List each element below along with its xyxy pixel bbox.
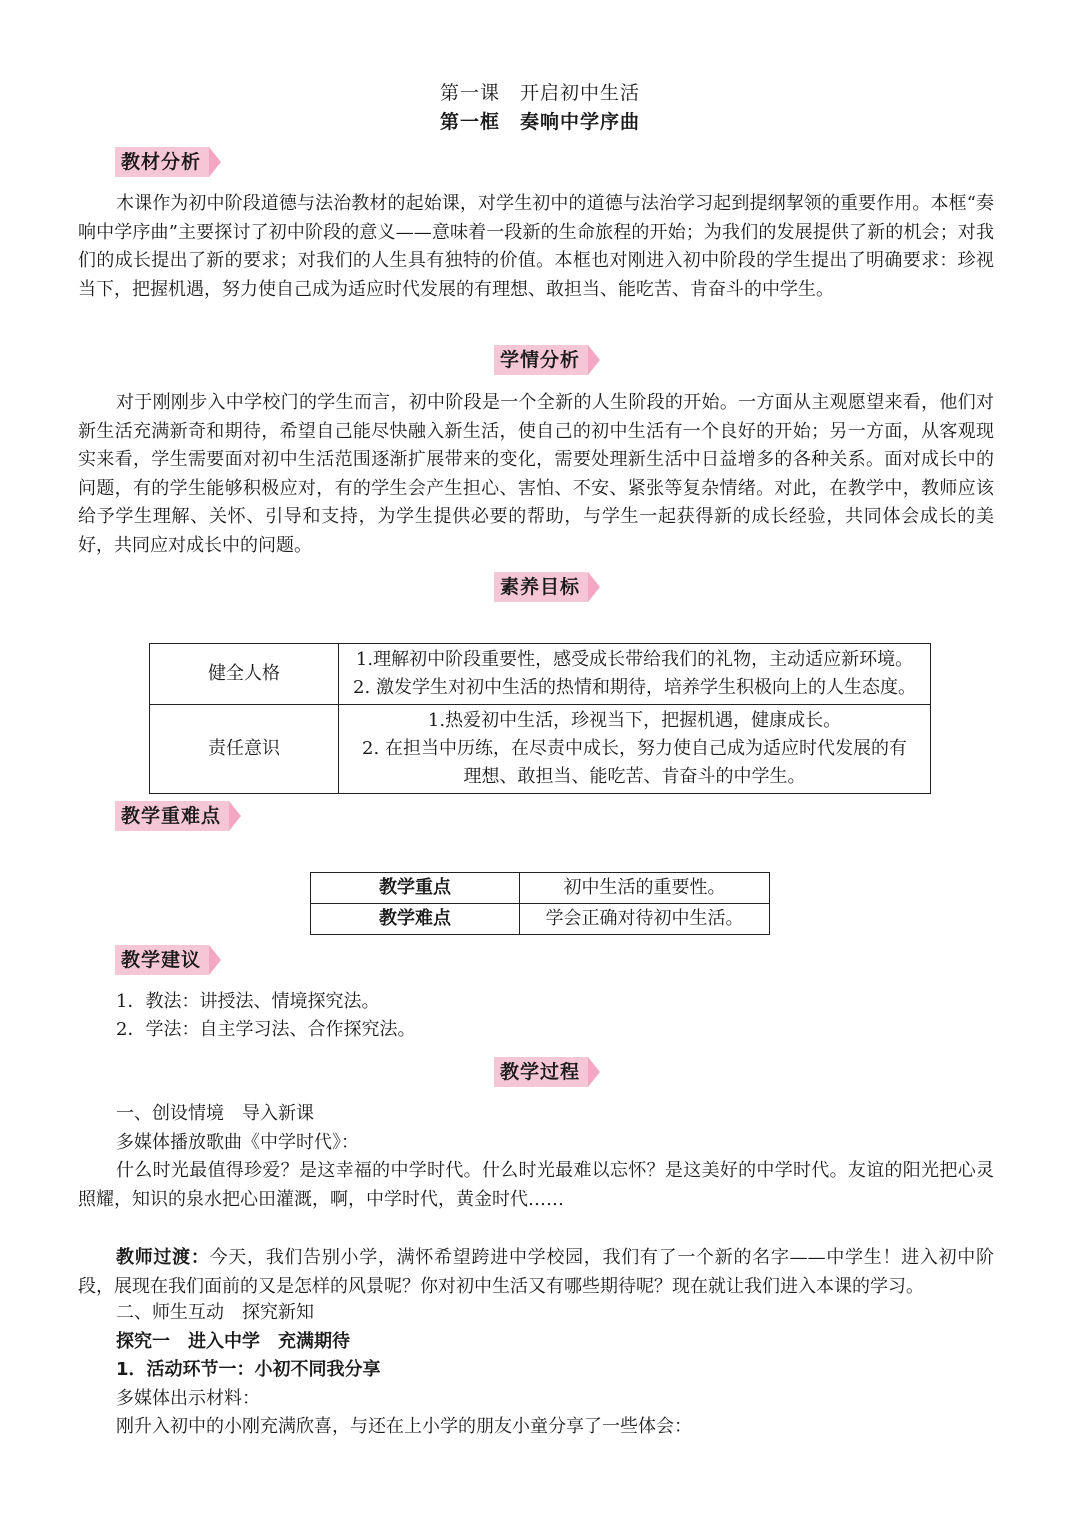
goal-key: 责任意识	[150, 705, 339, 794]
arrow-icon	[588, 572, 600, 602]
table-row	[150, 705, 931, 794]
step2-title: 二、师生互动 探究新知	[116, 1302, 314, 1323]
goal-value	[339, 644, 931, 705]
arrow-icon	[588, 1057, 600, 1087]
key-points-table	[310, 872, 770, 935]
step1-title: 一、创设情境 导入新课	[116, 1103, 314, 1124]
learner-analysis-paragraph: 对于刚刚步入中学校门的学生而言，初中阶段是一个全新的人生阶段的开始。一方面从主观愿望来看，他们对新生活充满新奇和期待，希望自己能尽快融入新生活，使自己的初中生活有一个良好的开始；另一方面，从客观现实来看，学生需要面对初中生活范围逐渐扩展带来的变化，需要处理新生活中日益增多的各种关系。面对成长中的问题，有的学生能够积极应对，有的学生会产生担心、害怕、不安、紧张等复杂情绪。对此，在教学中，教师应该给予学生理解、关怀、引导和支持，为学生提供必要的帮助，与学生一起获得新的成长经验，共同体会成长的美好，共同应对成长中的问题。	[78, 392, 994, 556]
material-intro: 多媒体出示材料：	[116, 1388, 260, 1409]
key-point-key: 教学重点	[311, 873, 520, 904]
material-text: 刚升入初中的小刚充满欣喜，与还在上小学的朋友小童分享了一些体会：	[116, 1416, 692, 1437]
section-label: 教学建议	[115, 945, 209, 975]
section-label: 教学重难点	[115, 801, 229, 831]
goal-line: 1.理解初中阶段重要性，感受成长带给我们的礼物，主动适应新环境。	[355, 649, 914, 670]
section-header-suggestions	[115, 944, 221, 976]
section-header-learner-analysis	[494, 344, 600, 376]
frame-title: 第一框 奏响中学序曲	[439, 111, 640, 133]
section-header-key-points	[115, 800, 241, 832]
section-label: 学情分析	[494, 345, 588, 375]
list-item: 2．学法：自主学习法、合作探究法。	[116, 1019, 416, 1040]
table-row	[150, 644, 931, 705]
transition-label: 教师过渡：	[116, 1247, 210, 1268]
goal-value	[339, 705, 931, 794]
arrow-icon	[209, 147, 221, 177]
goal-line: 2. 在担当中历练，在尽责中成长，努力使自己成为适应时代发展的有	[362, 738, 907, 759]
section-header-process	[494, 1056, 600, 1088]
goal-line: 1.热爱初中生活，珍视当下，把握机遇，健康成长。	[427, 710, 842, 731]
arrow-icon	[588, 345, 600, 375]
section-label: 教学过程	[494, 1057, 588, 1087]
lesson-title: 第一课 开启初中生活	[439, 82, 640, 104]
section-label: 素养目标	[494, 572, 588, 602]
explore1-title: 探究一 进入中学 充满期待	[116, 1331, 350, 1352]
textbook-analysis-paragraph: 木课作为初中阶段道德与法治教材的起始课，对学生初中的道德与法治学习起到提纲挈领的重要作用。本框“奏响中学序曲”主要探讨了初中阶段的意义——意味着一段新的生命旅程的开始；为我们的发展提供了新的机会；对我们的成长提出了新的要求；对我们的人生具有独特的价值。本框也对刚进入初中阶段的学生提出了明确要求：珍视当下，把握机遇，努力使自己成为适应时代发展的有理想、敢担当、能吃苦、肯奋斗的中学生。	[78, 193, 994, 300]
key-point-value: 学会正确对待初中生活。	[520, 904, 770, 935]
transition-text: 今天，我们告别小学，满怀希望跨进中学校园，我们有了一个新的名字——中学生！进入初中阶段，展现在我们面前的又是怎样的风景呢？你对初中生活又有哪些期待呢？现在就让我们进入本课的学习。	[78, 1247, 995, 1297]
arrow-icon	[209, 945, 221, 975]
activity1-title: 1．活动环节一：小初不同我分享	[116, 1359, 381, 1380]
section-header-textbook-analysis	[115, 146, 221, 178]
table-row	[311, 904, 770, 935]
arrow-icon	[229, 801, 241, 831]
lyrics-paragraph: 什么时光最值得珍爱？是这幸福的中学时代。什么时光最难以忘怀？是这美好的中学时代。友谊的阳光把心灵照耀，知识的泉水把心田灌溉，啊，中学时代，黄金时代……	[78, 1160, 994, 1210]
song-intro: 多媒体播放歌曲《中学时代》：	[116, 1132, 359, 1153]
key-point-value: 初中生活的重要性。	[520, 873, 770, 904]
goal-key: 健全人格	[150, 644, 339, 705]
table-row	[311, 873, 770, 904]
key-point-key: 教学难点	[311, 904, 520, 935]
goals-table	[149, 643, 931, 794]
goal-line: 理想、敢担当、能吃苦、肯奋斗的中学生。	[463, 766, 806, 787]
goal-line: 2. 激发学生对初中生活的热情和期待，培养学生积极向上的人生态度。	[353, 677, 916, 698]
list-item: 1．教法：讲授法、情境探究法。	[116, 991, 380, 1012]
transition-paragraph	[78, 1244, 994, 1301]
section-label: 教材分析	[115, 147, 209, 177]
section-header-goals	[494, 571, 600, 603]
